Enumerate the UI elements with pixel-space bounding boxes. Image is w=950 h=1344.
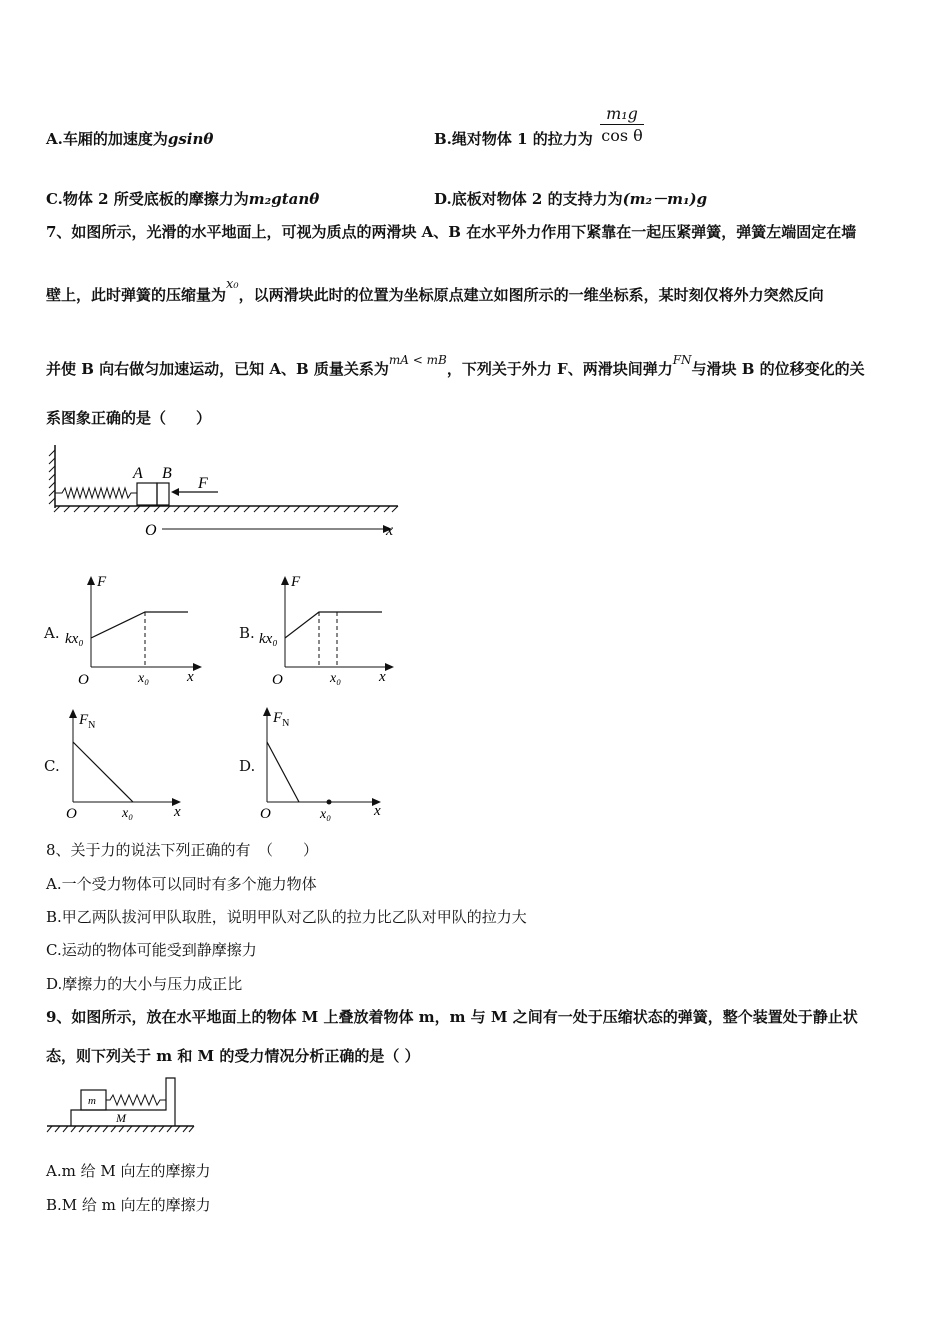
q9-option-b: B.M 给 m 向左的摩擦力 (46, 1196, 211, 1214)
fn-symbol: FN (672, 353, 692, 367)
graph-d-option-label: D. (239, 757, 256, 775)
q6-option-c: C.物体 2 所受底板的摩擦力为m₂gtanθ (46, 190, 320, 208)
graph-c-x0: x₀ (122, 806, 134, 821)
graph-d-curve (267, 742, 299, 802)
origin-label: O (145, 522, 157, 539)
q8-option-b: B.甲乙两队拔河甲队取胜，说明甲队对乙队的拉力比乙队对甲队的拉力大 (46, 908, 527, 926)
graph-a-y-label: F (97, 574, 107, 590)
q9-line-2: 态，则下列关于 m 和 M 的受力情况分析正确的是（ ） (46, 1047, 420, 1065)
spring-coil (55, 488, 137, 498)
q7-setup-figure (40, 440, 410, 540)
block-M-label: M (116, 1111, 126, 1125)
graph-b (254, 572, 404, 692)
graph-c-y-label: $F_N$ (79, 712, 96, 731)
graph-d-x0: x₀ (320, 807, 332, 822)
q6-option-a: A.车厢的加速度为gsinθ (46, 130, 214, 148)
q8-option-d: D.摩擦力的大小与压力成正比 (46, 975, 243, 993)
graph-b-origin: O (272, 672, 283, 688)
q7-line-3: 并使 B 向右做匀加速运动，已知 A、B 质量关系为$^{mA < mB}$，下列关于外力 F、两滑块间弹力$^{FN}$与滑块 B 的位移变化的关 (46, 353, 865, 378)
fraction-denominator: cos θ (601, 126, 643, 145)
graph-a-kx0: kx₀ (65, 631, 84, 647)
q9-line-1: 9、如图所示，放在水平地面上的物体 M 上叠放着物体 m，m 与 M 之间有一处于压缩状态的弹簧，整个装置处于静止状 (46, 1008, 858, 1026)
q9-spring (106, 1095, 166, 1105)
block-b-label: B (162, 465, 172, 482)
q8-option-c: C.运动的物体可能受到静摩擦力 (46, 941, 257, 959)
graph-c (60, 704, 210, 826)
graph-a-x-label: x (187, 669, 194, 685)
q9-figure (44, 1074, 204, 1140)
x0-symbol: x₀ (226, 277, 239, 292)
graph-b-y-label: F (291, 574, 301, 590)
q7-line-1: 7、如图所示，光滑的水平地面上，可视为质点的两滑块 A、B 在水平外力作用下紧靠在一起压紧弹簧，弹簧左端固定在墙 (46, 223, 857, 241)
q8-option-a: A.一个受力物体可以同时有多个施力物体 (46, 875, 317, 893)
graph-b-kx0: kx₀ (259, 631, 278, 647)
axis-x-label: x (386, 522, 394, 539)
mass-relation: mA < mB (388, 353, 447, 367)
block-a (137, 483, 157, 505)
graph-a-x0: x₀ (138, 671, 150, 686)
graph-a-option-label: A. (44, 624, 60, 642)
q7-line-2: 壁上，此时弹簧的压缩量为x₀，以两滑块此时的位置为坐标原点建立如图所示的一维坐标系，某时刻仅将外力突然反向 (46, 277, 824, 304)
graph-d-x0-dot (327, 800, 332, 805)
q8-stem: 8、关于力的说法下列正确的有 （ ） (46, 841, 319, 859)
block-a-label: A (133, 465, 143, 482)
block-m-label: m (88, 1095, 96, 1107)
block-b (157, 483, 169, 505)
graph-d-y-label: $F_N$ (273, 710, 290, 729)
graph-a-origin: O (78, 672, 89, 688)
force-label: F (198, 475, 208, 492)
graph-c-curve (73, 742, 133, 802)
graph-d-x-label: x (374, 803, 381, 819)
q7-line-4: 系图象正确的是（ ） (46, 409, 212, 427)
graph-d-origin: O (260, 806, 271, 822)
q6-option-d: D.底板对物体 2 的支持力为(m₂－m₁)g (434, 190, 708, 208)
q6-option-b: B.绳对物体 1 的拉力为 (434, 130, 593, 148)
graph-c-origin: O (66, 806, 77, 822)
graph-b-x-label: x (379, 669, 386, 685)
graph-c-x-label: x (174, 804, 181, 820)
fraction-numerator: m₁g (600, 104, 644, 125)
q9-option-a: A.m 给 M 向左的摩擦力 (46, 1162, 211, 1180)
graph-b-option-label: B. (239, 624, 255, 642)
graph-b-curve (285, 612, 382, 638)
q6-option-b-fraction (600, 104, 644, 145)
graph-c-option-label: C. (44, 757, 60, 775)
graph-a (60, 572, 210, 692)
graph-a-curve (91, 612, 188, 638)
graph-b-x0: x₀ (330, 671, 342, 686)
graph-d (254, 702, 404, 826)
